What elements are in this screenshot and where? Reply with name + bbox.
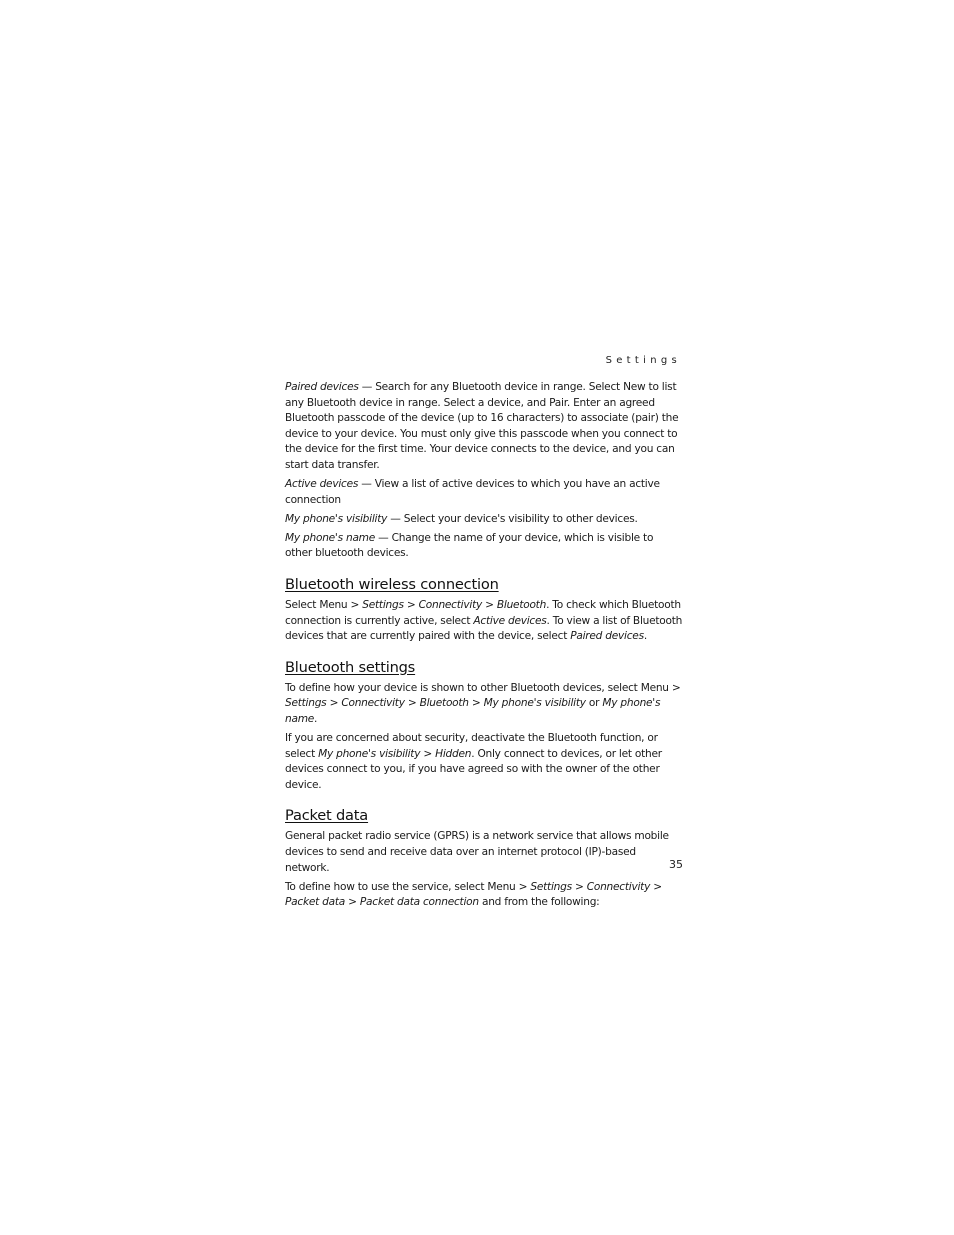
paired-devices-term: Paired devices — [285, 381, 359, 393]
new-label: New — [623, 381, 646, 393]
section-heading-packet-data: Packet data — [285, 807, 369, 825]
page-number: 35 — [669, 858, 683, 871]
packet-data-paragraph-2: To define how to use the service, select Menu > Settings > Connectivity > Packet data > Packet data connection and from the following: — [285, 880, 662, 909]
visibility-paragraph: My phone's visibility — Select your device's visibility to other devices. — [285, 512, 638, 525]
bt-connection-paragraph: Select Menu > Settings > Connectivity > Bluetooth. To check which Bluetooth connection is currently active, select Active devices. To view a list of Bluetooth devices that are currently paired with the device, select Paired devices. — [285, 599, 683, 643]
page-content — [285, 380, 683, 914]
section-heading-bluetooth-settings: Bluetooth settings — [285, 658, 416, 676]
phone-name-paragraph: My phone's name — Change the name of your device, which is visible to other bluetooth devices. — [285, 531, 654, 560]
packet-data-paragraph-1: General packet radio service (GPRS) is a network service that allows mobile devices to send and receive data over an internet protocol (IP)-based network. — [285, 830, 669, 874]
bt-settings-paragraph-1: To define how your device is shown to other Bluetooth devices, select Menu > Settings > Connectivity > Bluetooth > My phone's visibility or My phone's name. — [285, 681, 681, 725]
visibility-term: My phone's visibility — [285, 512, 388, 525]
bt-settings-paragraph-2: If you are concerned about security, deactivate the Bluetooth function, or select My phone's visibility > Hidden. Only connect to devices, or let other devices connect to you, if you have agreed so with the owner of the other device. — [285, 732, 662, 791]
running-header: Settings — [605, 355, 681, 366]
phone-name-term: My phone's name — [285, 531, 376, 544]
active-devices-term: Active devices — [285, 478, 359, 491]
pair-label: Pair — [549, 396, 567, 409]
manual-page — [285, 355, 685, 909]
active-devices-paragraph: Active devices — View a list of active devices to which you have an active connection — [285, 478, 660, 506]
paired-devices-paragraph: Paired devices — Search for any Bluetooth device in range. Select New to list any Bluetooth device in range. Select a device, and Pair. Enter an agreed Bluetooth passcode of the device (up to 16 characters) to associate (pair) the device to your device. You must only give this passcode when you connect to the device for the first time. Your device connects to the device, and you can start data transfer. — [285, 381, 679, 471]
section-heading-bluetooth-connection: Bluetooth wireless connection — [285, 576, 499, 594]
